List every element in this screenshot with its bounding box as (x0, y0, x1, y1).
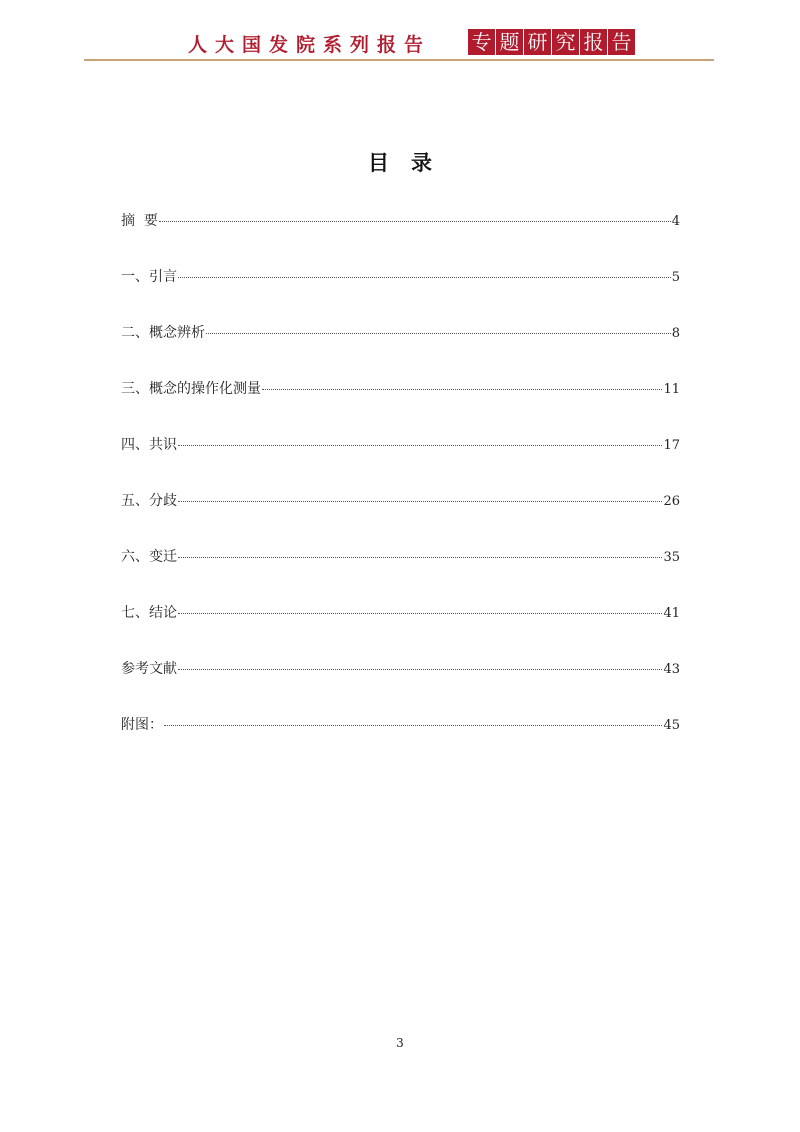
toc-entry-page: 11 (663, 382, 680, 397)
toc-entry-label: 三、概念的操作化测量 (121, 381, 261, 397)
toc-entry-concepts[interactable] (121, 322, 680, 378)
toc-leader-dots (262, 389, 662, 390)
toc-entry-page: 43 (663, 662, 680, 677)
toc-leader-dots (178, 445, 662, 446)
toc-entry-label: 六、变迁 (121, 549, 177, 565)
toc-entry-page: 35 (663, 550, 680, 565)
toc-entry-introduction[interactable] (121, 266, 680, 322)
toc-entry-abstract[interactable] (121, 210, 680, 266)
toc-entry-page: 5 (671, 270, 680, 285)
toc-leader-dots (206, 333, 671, 334)
badge-char: 报 (580, 29, 608, 55)
toc-entry-appendix[interactable] (121, 714, 680, 770)
toc-entry-page: 26 (663, 494, 680, 509)
toc-entry-label: 附图： (121, 717, 163, 733)
toc-title: 目录 (368, 150, 454, 175)
toc-leader-dots (159, 221, 671, 222)
toc-entry-change[interactable] (121, 546, 680, 602)
toc-leader-dots (178, 613, 662, 614)
toc-entry-page: 17 (663, 438, 680, 453)
toc-entry-page: 41 (663, 606, 680, 621)
toc-entry-label: 参考文献 (121, 661, 177, 677)
page-number: 3 (396, 1036, 404, 1050)
toc-entry-references[interactable] (121, 658, 680, 714)
toc-entry-label: 摘 要 (121, 213, 158, 229)
series-title: 人大国发院系列报告 (188, 34, 432, 56)
toc-leader-dots (164, 725, 662, 726)
badge-char: 专 (468, 29, 496, 55)
toc-entry-page: 4 (671, 214, 680, 229)
report-header (84, 26, 714, 60)
report-type-badge (468, 29, 636, 55)
toc-entry-measurement[interactable] (121, 378, 680, 434)
toc-list (121, 210, 680, 770)
toc-entry-page: 45 (663, 718, 680, 733)
toc-entry-page: 8 (671, 326, 680, 341)
toc-entry-label: 一、引言 (121, 269, 177, 285)
toc-entry-divergence[interactable] (121, 490, 680, 546)
toc-leader-dots (178, 277, 671, 278)
badge-char: 究 (552, 29, 580, 55)
badge-char: 研 (524, 29, 552, 55)
toc-leader-dots (178, 669, 662, 670)
toc-entry-label: 四、共识 (121, 437, 177, 453)
badge-char: 告 (608, 29, 636, 55)
toc-entry-label: 五、分歧 (121, 493, 177, 509)
toc-leader-dots (178, 557, 662, 558)
toc-leader-dots (178, 501, 662, 502)
toc-entry-consensus[interactable] (121, 434, 680, 490)
toc-entry-label: 七、结论 (121, 605, 177, 621)
badge-char: 题 (496, 29, 524, 55)
header-divider (84, 59, 714, 61)
toc-entry-conclusion[interactable] (121, 602, 680, 658)
toc-entry-label: 二、概念辨析 (121, 325, 205, 341)
